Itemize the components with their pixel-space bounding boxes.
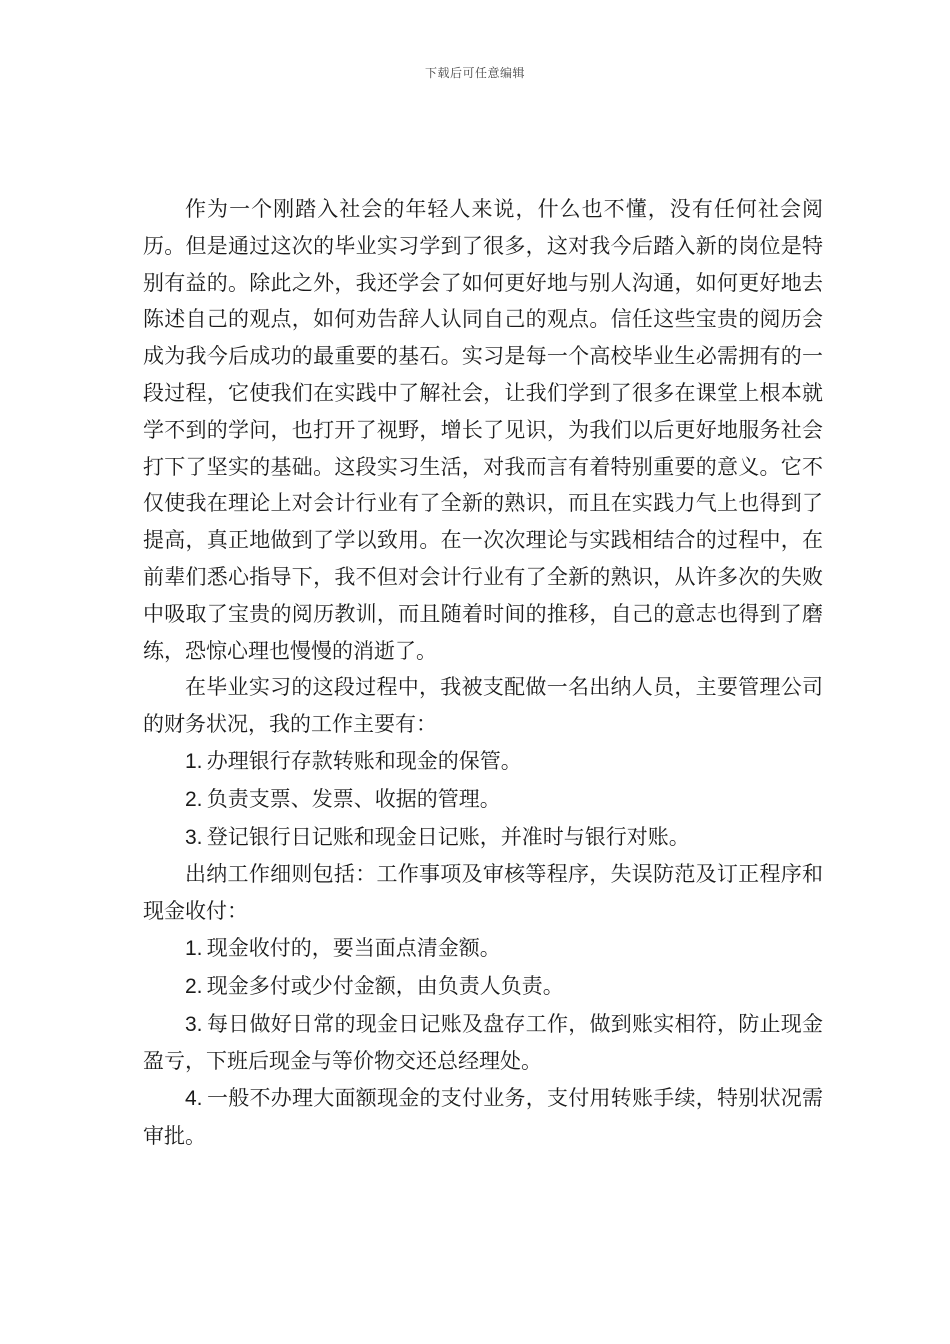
list-item [143, 781, 823, 819]
list-item-number: 2. [185, 974, 207, 998]
list-item-number: 1. [185, 749, 207, 773]
list-item-text: 每日做好日常的现金日记账及盘存工作，做到账实相符，防止现金盈亏，下班后现金与等价物交还总经理处。 [143, 1011, 823, 1074]
paragraph-cashier-rules: 出纳工作细则包括：工作事项及审核等程序，失误防范及订正程序和现金收付： [143, 862, 823, 924]
list-item-text: 现金多付或少付金额，由负责人负责。 [206, 973, 564, 998]
list-item-number: 4. [185, 1087, 207, 1111]
list-item-number: 1. [185, 936, 207, 960]
list-item [143, 819, 823, 857]
list-item-number: 3. [185, 825, 207, 849]
list-item-text: 一般不办理大面额现金的支付业务，支付用转账手续，特别状况需审批。 [143, 1086, 823, 1148]
list-item [143, 1080, 823, 1155]
document-body [143, 191, 823, 1155]
paragraph-cashier-role: 在毕业实习的这段过程中，我被支配做一名出纳人员，主要管理公司的财务状况，我的工作主要有： [143, 675, 823, 737]
list-item [143, 930, 823, 968]
list-item-text: 负责支票、发票、收据的管理。 [206, 786, 501, 811]
list-item [143, 743, 823, 781]
list-item-text: 现金收付的，要当面点清金额。 [206, 935, 501, 960]
list-item-number: 3. [185, 1012, 207, 1036]
list-item-text: 登记银行日记账和现金日记账，并准时与银行对账。 [206, 824, 690, 849]
list-item [143, 1006, 823, 1081]
list-item [143, 968, 823, 1006]
list-item-number: 2. [185, 787, 207, 811]
list-item-text: 办理银行存款转账和现金的保管。 [206, 748, 522, 773]
paragraph-internship-reflection: 作为一个刚踏入社会的年轻人来说，什么也不懂，没有任何社会阅历。但是通过这次的毕业实习学到了很多，这对我今后踏入新的岗位是特别有益的。除此之外，我还学会了如何更好地与别人沟通，如何更好地去陈述自己的观点，如何劝告辞人认同自己的观点。信任这些宝贵的阅历会成为我今后成功的最重要的基石。实习是每一个高校毕业生必需拥有的一段过程，它使我们在实践中了解社会，让我们学到了很多在课堂上根本就学不到的学问，也打开了视野，增长了见识，为我们以后更好地服务社会打下了坚实的基础。这段实习生活，对我而言有着特别重要的意义。它不仅使我在理论上对会计行业有了全新的熟识，而且在实践力气上也得到了提高，真正地做到了学以致用。在一次次理论与实践相结合的过程中，在前辈们悉心指导下，我不但对会计行业有了全新的熟识，从许多次的失败中吸取了宝贵的阅历教训，而且随着时间的推移，自己的意志也得到了磨练，恐惊心理也慢慢的消逝了。 [143, 197, 823, 663]
page-header: 下载后可任意编辑 [424, 66, 525, 80]
